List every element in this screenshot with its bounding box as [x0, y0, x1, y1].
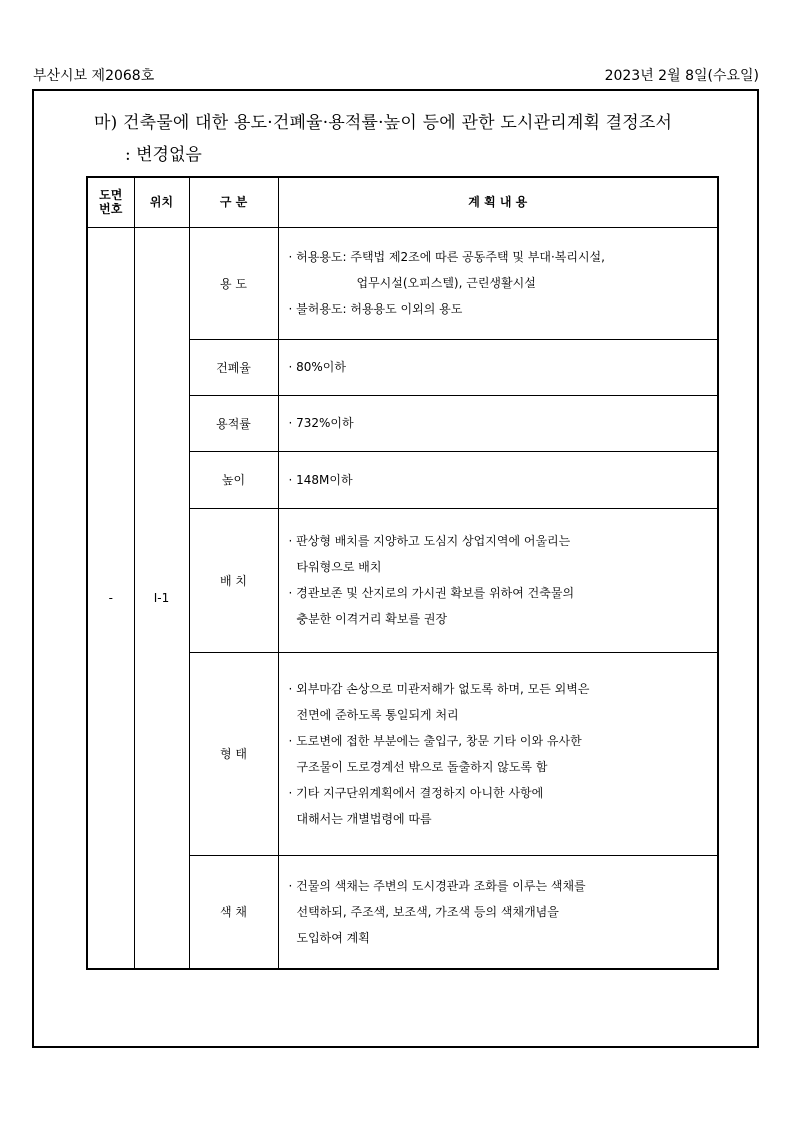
content-line: 업무시설(오피스텔), 근린생활시설	[356, 276, 536, 290]
content-line: 대해서는 개별법령에 따름	[296, 811, 432, 826]
publication-issue: 부산시보 제2068호	[33, 68, 155, 84]
content-line: · 도로변에 접한 부분에는 출입구, 창문 기타 이와 유사한	[288, 733, 582, 748]
section-subtitle: : 변경없음	[125, 145, 202, 165]
location-cell: Ⅰ-1	[134, 227, 189, 969]
content-line: 구조물이 도로경계선 밖으로 돌출하지 않도록 함	[296, 759, 548, 774]
content-line: · 건물의 색채는 주변의 도시경관과 조화를 이루는 색채를	[288, 878, 586, 893]
content-cell	[278, 227, 718, 339]
content-line: · 80%이하	[288, 360, 346, 374]
content-cell	[278, 652, 718, 855]
header-drawing-no-line2: 번호	[99, 202, 123, 217]
category-cell: 색 채	[189, 855, 278, 969]
content-line: · 기타 지구단위계획에서 결정하지 아니한 사항에	[288, 785, 544, 800]
table-row-use	[87, 227, 718, 339]
category-cell: 용적률	[189, 395, 278, 451]
content-line: 타워형으로 배치	[296, 560, 382, 574]
publication-date: 2023년 2월 8일(수요일)	[604, 68, 759, 84]
section-title: 마) 건축물에 대한 용도·건폐율·용적률·높이 등에 관한 도시관리계획 결정조서	[94, 113, 673, 133]
plan-table	[86, 176, 719, 970]
content-line: 충분한 이격거리 확보를 권장	[296, 612, 448, 626]
content-line: · 외부마감 손상으로 미관저해가 없도록 하며, 모든 외벽은	[288, 681, 590, 696]
content-line: 선택하되, 주조색, 보조색, 가조색 등의 색채개념을	[296, 904, 559, 919]
content-line: · 148M이하	[288, 472, 353, 487]
header-category: 구 분	[189, 177, 278, 227]
content-line: · 허용용도: 주택법 제2조에 따른 공동주택 및 부대·복리시설,	[288, 250, 605, 264]
category-cell: 배 치	[189, 508, 278, 652]
category-cell: 용 도	[189, 227, 278, 339]
category-cell: 건폐율	[189, 339, 278, 395]
category-cell: 형 태	[189, 652, 278, 855]
content-cell	[278, 855, 718, 969]
content-line: 전면에 준하도록 통일되게 처리	[296, 707, 459, 722]
header-drawing-no-line1: 도면	[99, 188, 123, 203]
content-line: · 732%이하	[288, 416, 354, 430]
content-line: 도입하여 계획	[296, 930, 370, 945]
content-cell	[278, 508, 718, 652]
content-cell	[278, 451, 718, 508]
table-header-row	[87, 177, 718, 227]
content-line: · 불허용도: 허용용도 이외의 용도	[288, 302, 463, 316]
header-plan-content: 계 획 내 용	[278, 177, 718, 227]
content-line: · 경관보존 및 산지로의 가시권 확보를 위하여 건축물의	[288, 586, 575, 600]
content-line: · 판상형 배치를 지양하고 도심지 상업지역에 어울리는	[288, 534, 571, 548]
content-cell	[278, 395, 718, 451]
header-drawing-no	[87, 177, 134, 227]
header-location: 위치	[134, 177, 189, 227]
category-cell: 높이	[189, 451, 278, 508]
content-cell	[278, 339, 718, 395]
drawing-no-cell: -	[87, 227, 134, 969]
